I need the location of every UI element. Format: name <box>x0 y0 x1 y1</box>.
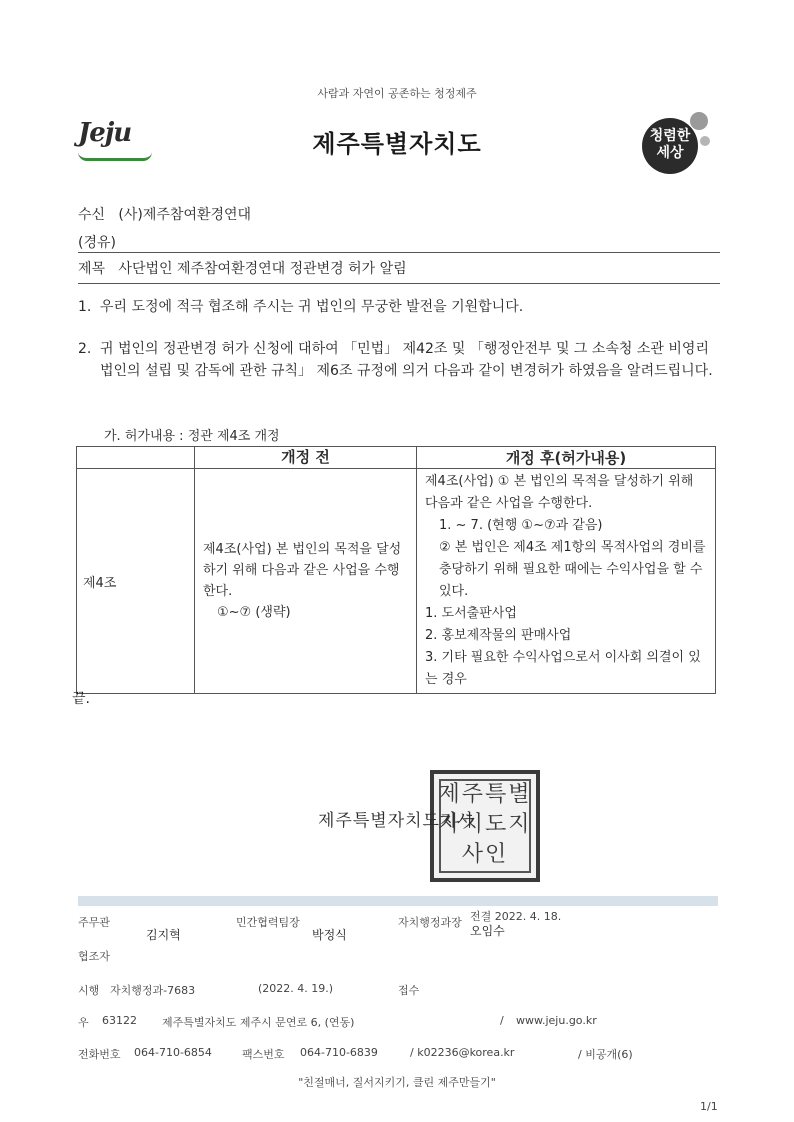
footer-name-2 <box>312 926 347 943</box>
page-number: 1/1 <box>700 1100 718 1113</box>
paragraph-1-text: 우리 도정에 적극 협조해 주시는 귀 법인의 무궁한 발전을 기원합니다. <box>100 299 524 315</box>
before-text: 제4조(사업) 본 법인의 목적을 달성하기 위해 다음과 같은 사업을 수행한다. <box>203 542 402 599</box>
via-line: (경유) <box>78 235 116 251</box>
paragraph-2 <box>78 338 718 382</box>
before-omitted: ①~⑦ (생략) <box>217 605 291 620</box>
footer-enforce-label: 시행 <box>78 984 100 997</box>
footer-name-3-text: 오임수 <box>470 924 505 938</box>
integrity-logo-dot <box>690 112 708 130</box>
recipient: (사)제주참여환경연대 <box>118 207 252 223</box>
integrity-logo-dot-small <box>700 136 710 146</box>
before-cell <box>195 469 417 694</box>
table-header-before: 개정 전 <box>195 447 417 469</box>
footer-postal-label: 우 <box>78 1016 89 1029</box>
footer-name-1 <box>146 926 181 943</box>
paragraph-2-text: 귀 법인의 정관변경 허가 신청에 대하여 「민법」 제42조 및 「행정안전부 및 그 소속청 소관 비영리법인의 설립 및 감독에 관한 규칙」 제6조 규정에 의거 다음과 같이 변경허가 하였음을 알려드립니다. <box>100 341 713 379</box>
footer-address: 제주특별자치도 제주시 문연로 6, (연동) <box>162 1016 355 1029</box>
paragraph-1-number: 1. <box>78 299 92 315</box>
table-row <box>77 469 716 694</box>
after-clause-1-items: 1. ~ 7. (현행 ①~⑦과 같음) <box>439 518 603 533</box>
footer-band <box>78 896 718 906</box>
recipient-label: 수신 <box>78 207 106 223</box>
footer-fax-label: 팩스번호 <box>242 1048 285 1061</box>
footer-disclosure: / 비공개(6) <box>578 1048 633 1061</box>
footer-role-3: 자치행정과장 <box>398 916 462 929</box>
footer-role-1: 주무관 <box>78 916 110 929</box>
footer-fax: 064-710-6839 <box>300 1046 378 1059</box>
permit-subitem: 가. 허가내용 : 정관 제4조 개정 <box>104 429 280 444</box>
footer-receive-label: 접수 <box>398 984 420 997</box>
footer-name-2-text: 박정식 <box>312 928 347 942</box>
footer-name-1-text: 김지혁 <box>146 928 181 942</box>
after-clause-2: ② 본 법인은 제4조 제1항의 목적사업의 경비를 충당하기 위해 필요한 때에는 수익사업을 할 수 있다. <box>439 540 706 599</box>
row-label: 제4조 <box>77 469 195 694</box>
subject: 사단법인 제주참여환경연대 정관변경 허가 알림 <box>118 261 407 277</box>
table-header-row <box>77 447 716 469</box>
footer-decision: 전결 2022. 4. 18. <box>470 910 562 923</box>
signatory: 제주특별자치도지사 <box>318 811 475 831</box>
footer-phone-label: 전화번호 <box>78 1048 121 1061</box>
footer-phone: 064-710-6854 <box>134 1046 212 1059</box>
slogan: 사람과 자연이 공존하는 청정제주 <box>317 87 477 100</box>
subject-line <box>78 258 407 278</box>
paragraph-2-number: 2. <box>78 341 92 357</box>
footer-slash: / <box>500 1014 504 1027</box>
footer-postal-code: 63122 <box>102 1014 137 1027</box>
table-header-empty <box>77 447 195 469</box>
footer-enforce-number: 자치행정과-7683 <box>110 984 196 997</box>
footer-campaign: "친절매너, 질서지키기, 클린 제주만들기" <box>298 1076 496 1089</box>
table-header-after: 개정 후(허가내용) <box>417 447 716 469</box>
after-cell <box>417 469 716 694</box>
amendment-table <box>76 446 716 694</box>
subject-label: 제목 <box>78 261 106 277</box>
footer-cooperation: 협조자 <box>78 950 110 963</box>
footer-email[interactable]: / k02236@korea.kr <box>410 1046 515 1059</box>
integrity-logo-text: 청렴한 세상 <box>649 128 691 161</box>
footer-name-3 <box>470 922 505 939</box>
after-clause-1: 제4조(사업) ① 본 법인의 목적을 달성하기 위해 다음과 같은 사업을 수행한다. <box>425 474 694 511</box>
recipient-line <box>78 204 251 224</box>
seal-text: 제주특별자치도지사인 <box>438 782 532 867</box>
after-item-1: 1. 도서출판사업 <box>425 606 517 621</box>
end-mark: 끝. <box>72 691 90 707</box>
paragraph-1 <box>78 296 718 318</box>
subject-divider <box>78 283 720 284</box>
header-divider <box>78 252 720 253</box>
integrity-logo <box>636 106 716 178</box>
org-title: 제주특별자치도 <box>312 130 482 158</box>
after-item-3: 3. 기타 필요한 수익사업으로서 이사회 의결이 있는 경우 <box>425 650 701 687</box>
footer-role-2: 민간협력팀장 <box>236 916 300 929</box>
jeju-logo-text: Jeju <box>78 118 132 148</box>
footer-website[interactable]: www.jeju.go.kr <box>516 1014 597 1027</box>
after-item-2: 2. 홍보제작물의 판매사업 <box>425 628 572 643</box>
footer-enforce-date: (2022. 4. 19.) <box>258 982 334 995</box>
